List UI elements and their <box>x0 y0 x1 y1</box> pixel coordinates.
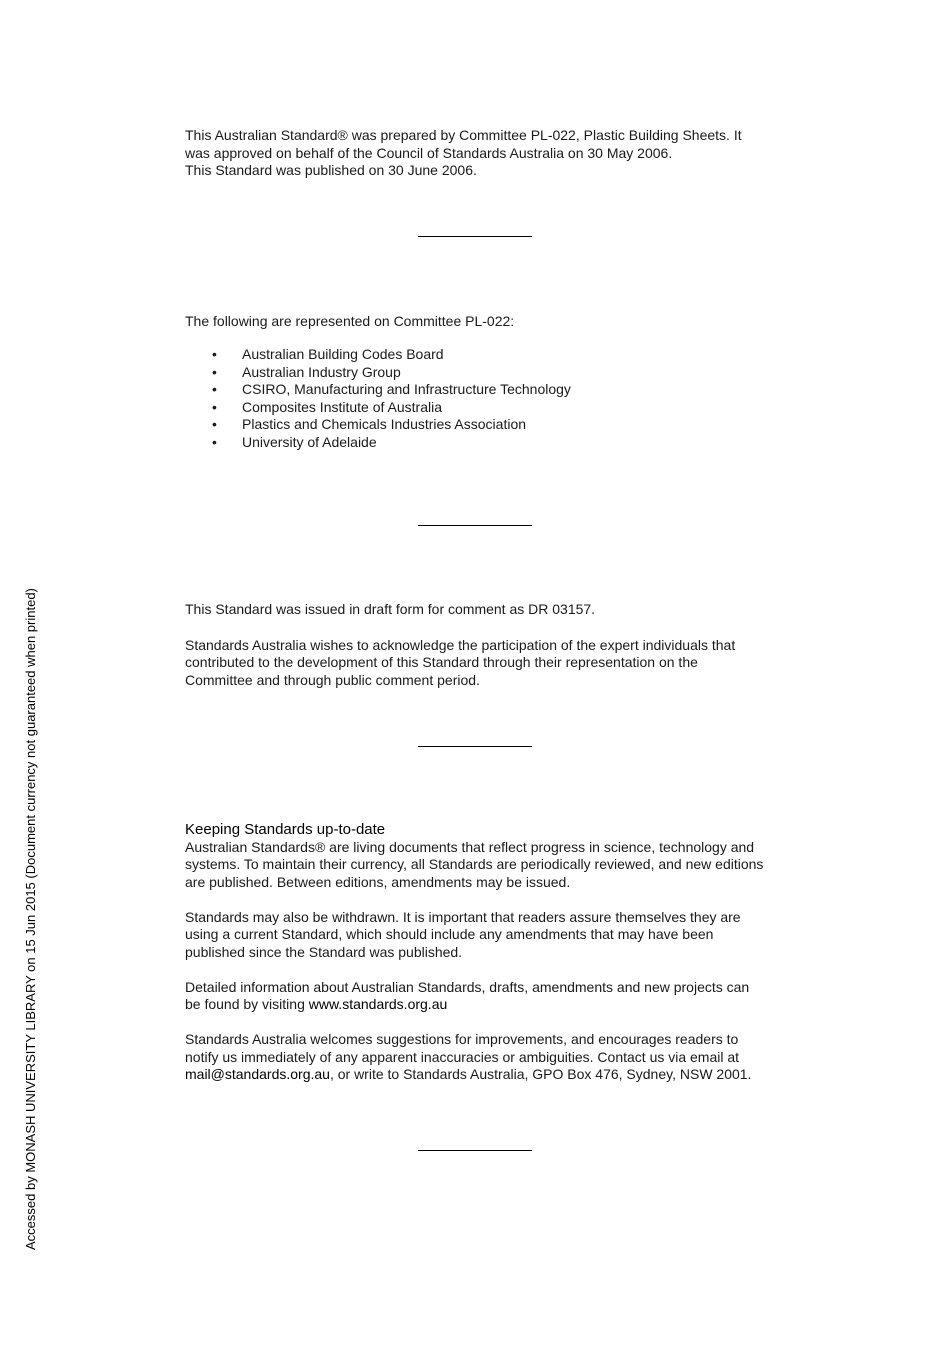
section-divider <box>418 236 532 237</box>
member-name: CSIRO, Manufacturing and Infrastructure Technology <box>242 381 571 397</box>
paragraph-line: Detailed information about Australian Standards, drafts, amendments and new projects can <box>185 978 750 995</box>
draft-issued-note: This Standard was issued in draft form for comment as DR 03157. <box>185 601 596 617</box>
bullet-icon: • <box>212 416 217 432</box>
paragraph-line: are published. Between editions, amendments may be issued. <box>185 873 571 890</box>
paragraph-line: Standards Australia welcomes suggestions for improvements, and encourages readers to <box>185 1031 739 1047</box>
list-item <box>185 399 775 417</box>
paragraph <box>185 979 775 1014</box>
list-item <box>185 434 775 452</box>
paragraph-text: , or write to Standards Australia, GPO Box 476, Sydney, NSW 2001. <box>329 1066 752 1082</box>
paragraph <box>185 909 775 962</box>
list-item <box>185 416 775 434</box>
acknowledgement-line: Standards Australia wishes to acknowledge the participation of the expert individuals that <box>185 636 736 653</box>
acknowledgement-paragraph <box>185 637 775 690</box>
acknowledgement-line: Committee and through public comment period. <box>185 671 480 688</box>
paragraph-line: using a current Standard, which should include any amendments that may have been <box>185 926 714 942</box>
draft-section <box>185 601 775 689</box>
paragraph-line: notify us immediately of any apparent inaccuracies or ambiguities. Contact us via email at <box>185 1048 740 1065</box>
section-heading: Keeping Standards up-to-date <box>185 821 386 838</box>
keeping-standards-section <box>185 821 775 1084</box>
approval-line: was approved on behalf of the Council of Standards Australia on 30 May 2006. <box>185 144 673 161</box>
approval-statement <box>185 127 775 180</box>
paragraph <box>185 839 775 892</box>
approval-line: This Australian Standard® was prepared by Committee PL-022, Plastic Building Sheets. It <box>185 127 742 143</box>
bullet-icon: • <box>212 381 217 397</box>
bullet-icon: • <box>212 433 217 450</box>
section-divider <box>418 1150 532 1151</box>
committee-member-list <box>185 346 775 451</box>
email-link[interactable]: mail@standards.org.au <box>185 1066 330 1082</box>
member-name: Composites Institute of Australia <box>242 398 442 415</box>
publication-line: This Standard was published on 30 June 2006. <box>185 162 477 178</box>
paragraph-text: be found by visiting <box>185 996 309 1012</box>
website-link[interactable]: www.standards.org.au <box>308 996 448 1012</box>
paragraph-line: published since the Standard was published. <box>185 943 463 960</box>
paragraph-line <box>185 1066 775 1084</box>
paragraph-line <box>185 996 775 1014</box>
list-item <box>185 364 775 382</box>
access-watermark: Accessed by MONASH UNIVERSITY LIBRARY on 15 Jun 2015 (Document currency not guaranteed when printed) <box>23 588 38 1250</box>
member-name: Australian Industry Group <box>242 363 401 380</box>
bullet-icon: • <box>212 363 217 380</box>
bullet-icon: • <box>212 398 217 415</box>
member-name: University of Adelaide <box>242 433 377 450</box>
list-item <box>185 381 775 399</box>
section-divider <box>418 525 532 526</box>
section-divider <box>418 746 532 747</box>
paragraph <box>185 1031 775 1084</box>
paragraph-line: Australian Standards® are living documents that reflect progress in science, technology and <box>185 838 755 855</box>
bullet-icon: • <box>212 346 217 362</box>
paragraph-line: Standards may also be withdrawn. It is important that readers assure themselves they are <box>185 908 741 925</box>
list-item <box>185 346 775 364</box>
acknowledgement-line: contributed to the development of this Standard through their representation on the <box>185 654 698 670</box>
committee-intro: The following are represented on Committee PL-022: <box>185 313 515 329</box>
paragraph-line: systems. To maintain their currency, all Standards are periodically reviewed, and new editions <box>185 856 764 872</box>
member-name: Plastics and Chemicals Industries Association <box>242 416 527 432</box>
member-name: Australian Building Codes Board <box>242 346 444 362</box>
committee-section <box>185 313 775 451</box>
